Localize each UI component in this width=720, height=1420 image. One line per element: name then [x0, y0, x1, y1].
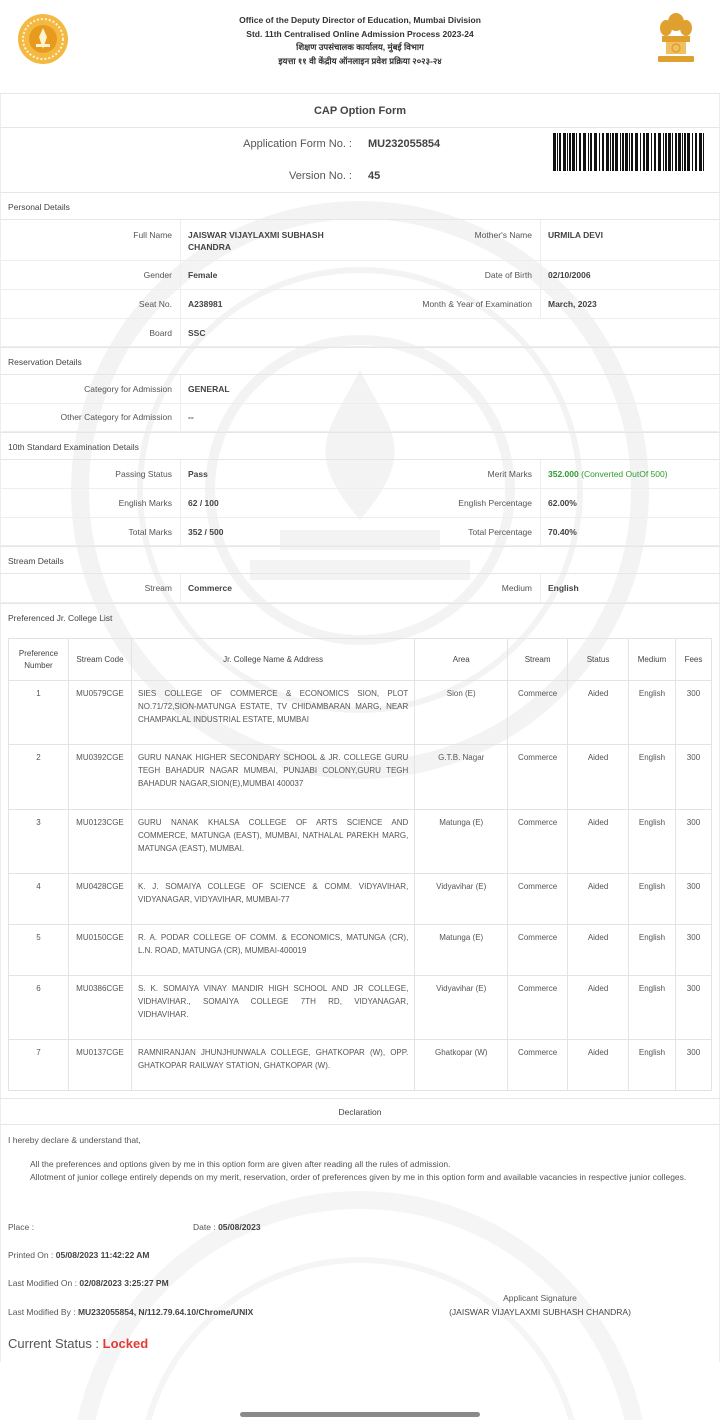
row-total-marks	[0, 518, 720, 546]
table-row	[9, 874, 712, 925]
pref-number: 4	[9, 874, 69, 925]
signature-label: Applicant Signature	[503, 1293, 577, 1303]
section-stream-details: Stream Details	[0, 546, 720, 574]
gender-label: Gender	[143, 270, 172, 280]
stream: Commerce	[508, 745, 568, 810]
medium-value: English	[548, 583, 579, 593]
medium: English	[629, 810, 676, 874]
area: Matunga (E)	[415, 810, 508, 874]
pref-number: 6	[9, 976, 69, 1040]
page-header	[0, 0, 720, 94]
declaration-intro: I hereby declare & understand that,	[8, 1135, 141, 1145]
version-no: 45	[368, 170, 381, 182]
col-stream: Stream	[508, 639, 568, 681]
other-category-value: --	[188, 412, 194, 422]
medium: English	[629, 745, 676, 810]
stream: Commerce	[508, 681, 568, 745]
medium: English	[629, 681, 676, 745]
category-label: Category for Admission	[84, 384, 172, 394]
exam-month-label: Month & Year of Examination	[422, 299, 532, 309]
row-seat	[0, 290, 720, 319]
passing-status-label: Passing Status	[115, 469, 172, 479]
last-modified-by-value: MU232055854, N/112.79.64.10/Chrome/UNIX	[77, 1307, 254, 1317]
merit-marks-note: (Converted OutOf 500)	[581, 469, 668, 479]
english-percentage-label: English Percentage	[458, 498, 532, 508]
status: Aided	[568, 1040, 629, 1091]
printed-on-field	[8, 1250, 149, 1260]
area: Vidyavihar (E)	[415, 874, 508, 925]
stream-code: MU0428CGE	[68, 874, 131, 925]
fees: 300	[675, 976, 711, 1040]
stream: Commerce	[508, 810, 568, 874]
row-other-category	[0, 404, 720, 432]
version-no-label: Version No. :	[289, 170, 352, 182]
last-modified-by-field	[8, 1307, 253, 1317]
stream-code: MU0150CGE	[68, 925, 131, 976]
row-category	[0, 375, 720, 404]
col-status: Status	[568, 639, 629, 681]
table-row	[9, 810, 712, 874]
section-personal-details: Personal Details	[0, 192, 720, 220]
last-modified-label: Last Modified On :	[8, 1278, 77, 1288]
stream-value: Commerce	[188, 583, 232, 593]
stream-code: MU0137CGE	[68, 1040, 131, 1091]
category-value: GENERAL	[188, 384, 230, 394]
application-form-no-label: Application Form No. :	[243, 138, 352, 150]
college-name: GURU NANAK HIGHER SECONDARY SCHOOL & JR. COLLEGE GURU TEGH BAHADUR NAGAR MUMBAI, PUNJABI COLONY,GURU TEGH BAHADUR NAGAR,SION(E),MUMBAI 400037	[131, 745, 414, 810]
last-modified-value: 02/08/2023 3:25:27 PM	[79, 1278, 169, 1288]
english-percentage-value: 62.00%	[548, 498, 577, 508]
maharashtra-seal-icon	[17, 13, 69, 65]
col-preference-number: Preference Number	[9, 639, 69, 681]
medium-label: Medium	[501, 583, 532, 593]
college-name: RAMNIRANJAN JHUNJHUNWALA COLLEGE, GHATKOPAR (W), OPP. GHATKOPAR RAILWAY STATION, GHATKOPAR (W).	[131, 1040, 414, 1091]
col-stream-code: Stream Code	[68, 639, 131, 681]
col-medium: Medium	[629, 639, 676, 681]
mother-name-value: URMILA DEVI	[548, 230, 603, 240]
place-field	[8, 1222, 34, 1232]
printed-on-label: Printed On :	[8, 1250, 54, 1260]
printed-on-value: 05/08/2023 11:42:22 AM	[55, 1250, 150, 1260]
college-name: SIES COLLEGE OF COMMERCE & ECONOMICS SION, PLOT NO.71/72,SION-MATUNGA ESTATE, TV CHIDAMBARAN MARG, NEAR CHAMPAKLAL INDUSTRIAL ESTATE, MUMBAI	[131, 681, 414, 745]
stream: Commerce	[508, 874, 568, 925]
stream-code: MU0386CGE	[68, 976, 131, 1040]
current-status-value: Locked	[102, 1336, 149, 1351]
college-name: K. J. SOMAIYA COLLEGE OF SCIENCE & COMM. VIDYAVIHAR, VIDYANAGAR, VIDYAVIHAR, MUMBAI-77	[131, 874, 414, 925]
preference-table	[8, 638, 712, 1091]
merit-marks-number: 352.000	[548, 469, 579, 479]
stream: Commerce	[508, 925, 568, 976]
row-board	[0, 319, 720, 347]
stream-code: MU0579CGE	[68, 681, 131, 745]
total-percentage-label: Total Percentage	[468, 527, 532, 537]
medium: English	[629, 1040, 676, 1091]
row-english-marks	[0, 489, 720, 518]
status: Aided	[568, 810, 629, 874]
header-line-1: Office of the Deputy Director of Education, Mumbai Division	[239, 15, 481, 25]
fees: 300	[675, 745, 711, 810]
stream-code: MU0392CGE	[68, 745, 131, 810]
row-full-name	[0, 220, 720, 261]
dob-value: 02/10/2006	[548, 270, 591, 280]
medium: English	[629, 976, 676, 1040]
english-marks-value: 62 / 100	[188, 498, 219, 508]
full-name-value: JAISWAR VIJAYLAXMI SUBHASH CHANDRA	[188, 230, 324, 252]
header-line-2: Std. 11th Centralised Online Admission Process 2023-24	[246, 28, 474, 39]
header-line-3: शिक्षण उपसंचालक कार्यालय, मुंबई विभाग	[296, 42, 424, 52]
col-fees: Fees	[675, 639, 711, 681]
barcode-image	[553, 133, 705, 171]
merit-marks-label: Merit Marks	[487, 469, 532, 479]
medium: English	[629, 925, 676, 976]
place-label: Place :	[8, 1222, 34, 1232]
passing-status-value: Pass	[188, 469, 208, 479]
merit-marks-value	[548, 468, 668, 480]
fees: 300	[675, 810, 711, 874]
col-area: Area	[415, 639, 508, 681]
last-modified-field	[8, 1278, 169, 1288]
exam-month-value: March, 2023	[548, 299, 597, 309]
total-marks-label: Total Marks	[128, 527, 172, 537]
header-line-4: इयत्ता ११ वी केंद्रीय ऑनलाइन प्रवेश प्रक्रिया २०२३-२४	[278, 55, 442, 66]
header-title-block	[200, 14, 520, 68]
total-marks-value: 352 / 500	[188, 527, 224, 537]
table-row	[9, 681, 712, 745]
pref-number: 7	[9, 1040, 69, 1091]
full-name-label: Full Name	[133, 230, 172, 240]
stream: Commerce	[508, 976, 568, 1040]
area: Matunga (E)	[415, 925, 508, 976]
table-row	[9, 1040, 712, 1091]
scrollbar-thumb[interactable]	[240, 1412, 480, 1417]
pref-number: 3	[9, 810, 69, 874]
national-emblem-icon	[650, 10, 702, 66]
status: Aided	[568, 745, 629, 810]
pref-number: 2	[9, 745, 69, 810]
gender-value: Female	[188, 270, 218, 280]
area: G.T.B. Nagar	[415, 745, 508, 810]
college-name: GURU NANAK KHALSA COLLEGE OF ARTS SCIENCE AND COMMERCE, MATUNGA (EAST), MUMBAI, NATHALAL PAREKH MARG, MATUNGA (EAST), MUMBAI.	[131, 810, 414, 874]
pref-number: 1	[9, 681, 69, 745]
declaration-title: Declaration	[0, 1098, 720, 1125]
form-title: CAP Option Form	[0, 95, 720, 128]
area: Vidyavihar (E)	[415, 976, 508, 1040]
fees: 300	[675, 681, 711, 745]
board-label: Board	[149, 328, 172, 338]
other-category-label: Other Category for Admission	[60, 412, 172, 422]
section-reservation-details: Reservation Details	[0, 347, 720, 375]
pref-number: 5	[9, 925, 69, 976]
date-label: Date :	[193, 1222, 216, 1232]
current-status-label: Current Status :	[8, 1336, 100, 1351]
current-status	[8, 1336, 148, 1351]
medium: English	[629, 874, 676, 925]
table-row	[9, 925, 712, 976]
english-marks-label: English Marks	[118, 498, 172, 508]
stream-code: MU0123CGE	[68, 810, 131, 874]
date-value: 05/08/2023	[218, 1222, 261, 1232]
mother-name-label: Mother's Name	[474, 230, 532, 240]
total-percentage-value: 70.40%	[548, 527, 577, 537]
application-form-no: MU232055854	[368, 138, 441, 150]
row-stream	[0, 574, 720, 603]
preference-table-header	[9, 639, 712, 681]
status: Aided	[568, 976, 629, 1040]
area: Sion (E)	[415, 681, 508, 745]
stream-label: Stream	[144, 583, 172, 593]
last-modified-by-label: Last Modified By :	[8, 1307, 76, 1317]
table-row	[9, 745, 712, 810]
status: Aided	[568, 925, 629, 976]
fees: 300	[675, 925, 711, 976]
date-field	[193, 1222, 261, 1232]
status: Aided	[568, 681, 629, 745]
seat-label: Seat No.	[138, 299, 172, 309]
declaration-line-2: Allotment of junior college entirely depends on my merit, reservation, order of preferences given by me in this option form and available vacancies in respective junior colleges.	[30, 1172, 687, 1182]
signature-name: (JAISWAR VIJAYLAXMI SUBHASH CHANDRA)	[449, 1307, 631, 1317]
seat-value: A238981	[188, 299, 223, 309]
college-name: S. K. SOMAIYA VINAY MANDIR HIGH SCHOOL AND JR COLLEGE, VIDHAVIHAR., SOMAIYA COLLEGE 7TH RD, VIDYANAGAR, VIDHAVIHAR.	[131, 976, 414, 1040]
table-row	[9, 976, 712, 1040]
col-college-name: Jr. College Name & Address	[131, 639, 414, 681]
stream: Commerce	[508, 1040, 568, 1091]
row-gender	[0, 261, 720, 290]
declaration-line-1: All the preferences and options given by me in this option form are given after reading all the rules of admission.	[30, 1159, 451, 1169]
row-passing-status	[0, 460, 720, 489]
section-10th-details: 10th Standard Examination Details	[0, 432, 720, 460]
section-preferences: Preferenced Jr. College List	[0, 603, 720, 631]
board-value: SSC	[188, 328, 206, 338]
college-name: R. A. PODAR COLLEGE OF COMM. & ECONOMICS, MATUNGA (CR), L.N. ROAD, MATUNGA (CR), MUMBAI-400019	[131, 925, 414, 976]
area: Ghatkopar (W)	[415, 1040, 508, 1091]
fees: 300	[675, 1040, 711, 1091]
status: Aided	[568, 874, 629, 925]
fees: 300	[675, 874, 711, 925]
dob-label: Date of Birth	[484, 270, 532, 280]
